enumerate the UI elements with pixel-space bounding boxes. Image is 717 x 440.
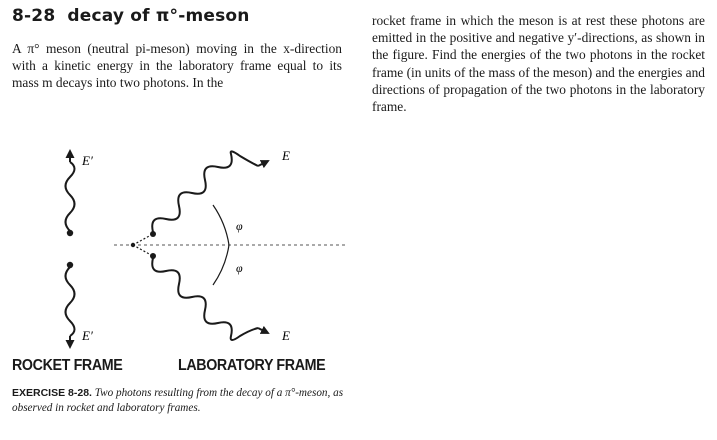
section-title: decay of π°-meson	[67, 6, 250, 26]
section-heading	[12, 6, 250, 26]
lab-stub-down	[133, 245, 151, 255]
lab-photon-up-arrow	[258, 161, 268, 166]
section-number: 8-28	[12, 6, 56, 26]
rocket-label-top: E′	[82, 153, 93, 168]
lab-label-bottom: E	[282, 328, 290, 343]
decay-diagram	[0, 148, 360, 358]
decay-figure	[0, 148, 360, 358]
paragraph-right: rocket frame in which the meson is at rest these photons are emitted in the positive and negative y′-directions, as shown in the figure. Find the energies of the two photons in the rocket frame (in units of the mass of the meson) and the energies and directions of propagation of the two photons in the laboratory frame.	[372, 13, 705, 115]
lab-photon-down-arrow	[258, 328, 268, 333]
angle-label-top: φ	[236, 219, 243, 233]
caption-text: Two photons resulting from the decay of a π°-meson, as observed in rocket and laboratory frames.	[12, 387, 344, 414]
rocket-photon-up-origin	[67, 230, 73, 236]
rocket-label-bottom: E′	[82, 328, 93, 343]
rocket-photon-down	[66, 267, 75, 336]
laboratory-frame-label: LABORATORY FRAME	[178, 357, 326, 374]
caption-label: EXERCISE 8-28.	[12, 387, 92, 399]
lab-label-top: E	[282, 148, 290, 163]
angle-arc-bottom	[213, 245, 229, 285]
rocket-photon-up	[66, 162, 75, 231]
paragraph-left: A π° meson (neutral pi-meson) moving in the x-direction with a kinetic energy in the laboratory frame equal to its mass m decays into two photons. In the	[12, 41, 342, 91]
figure-caption	[12, 386, 357, 416]
lab-stub-up	[133, 235, 151, 245]
angle-arc-top	[213, 205, 229, 245]
angle-label-bottom: φ	[236, 261, 243, 275]
rocket-frame-label: ROCKET FRAME	[12, 357, 123, 374]
